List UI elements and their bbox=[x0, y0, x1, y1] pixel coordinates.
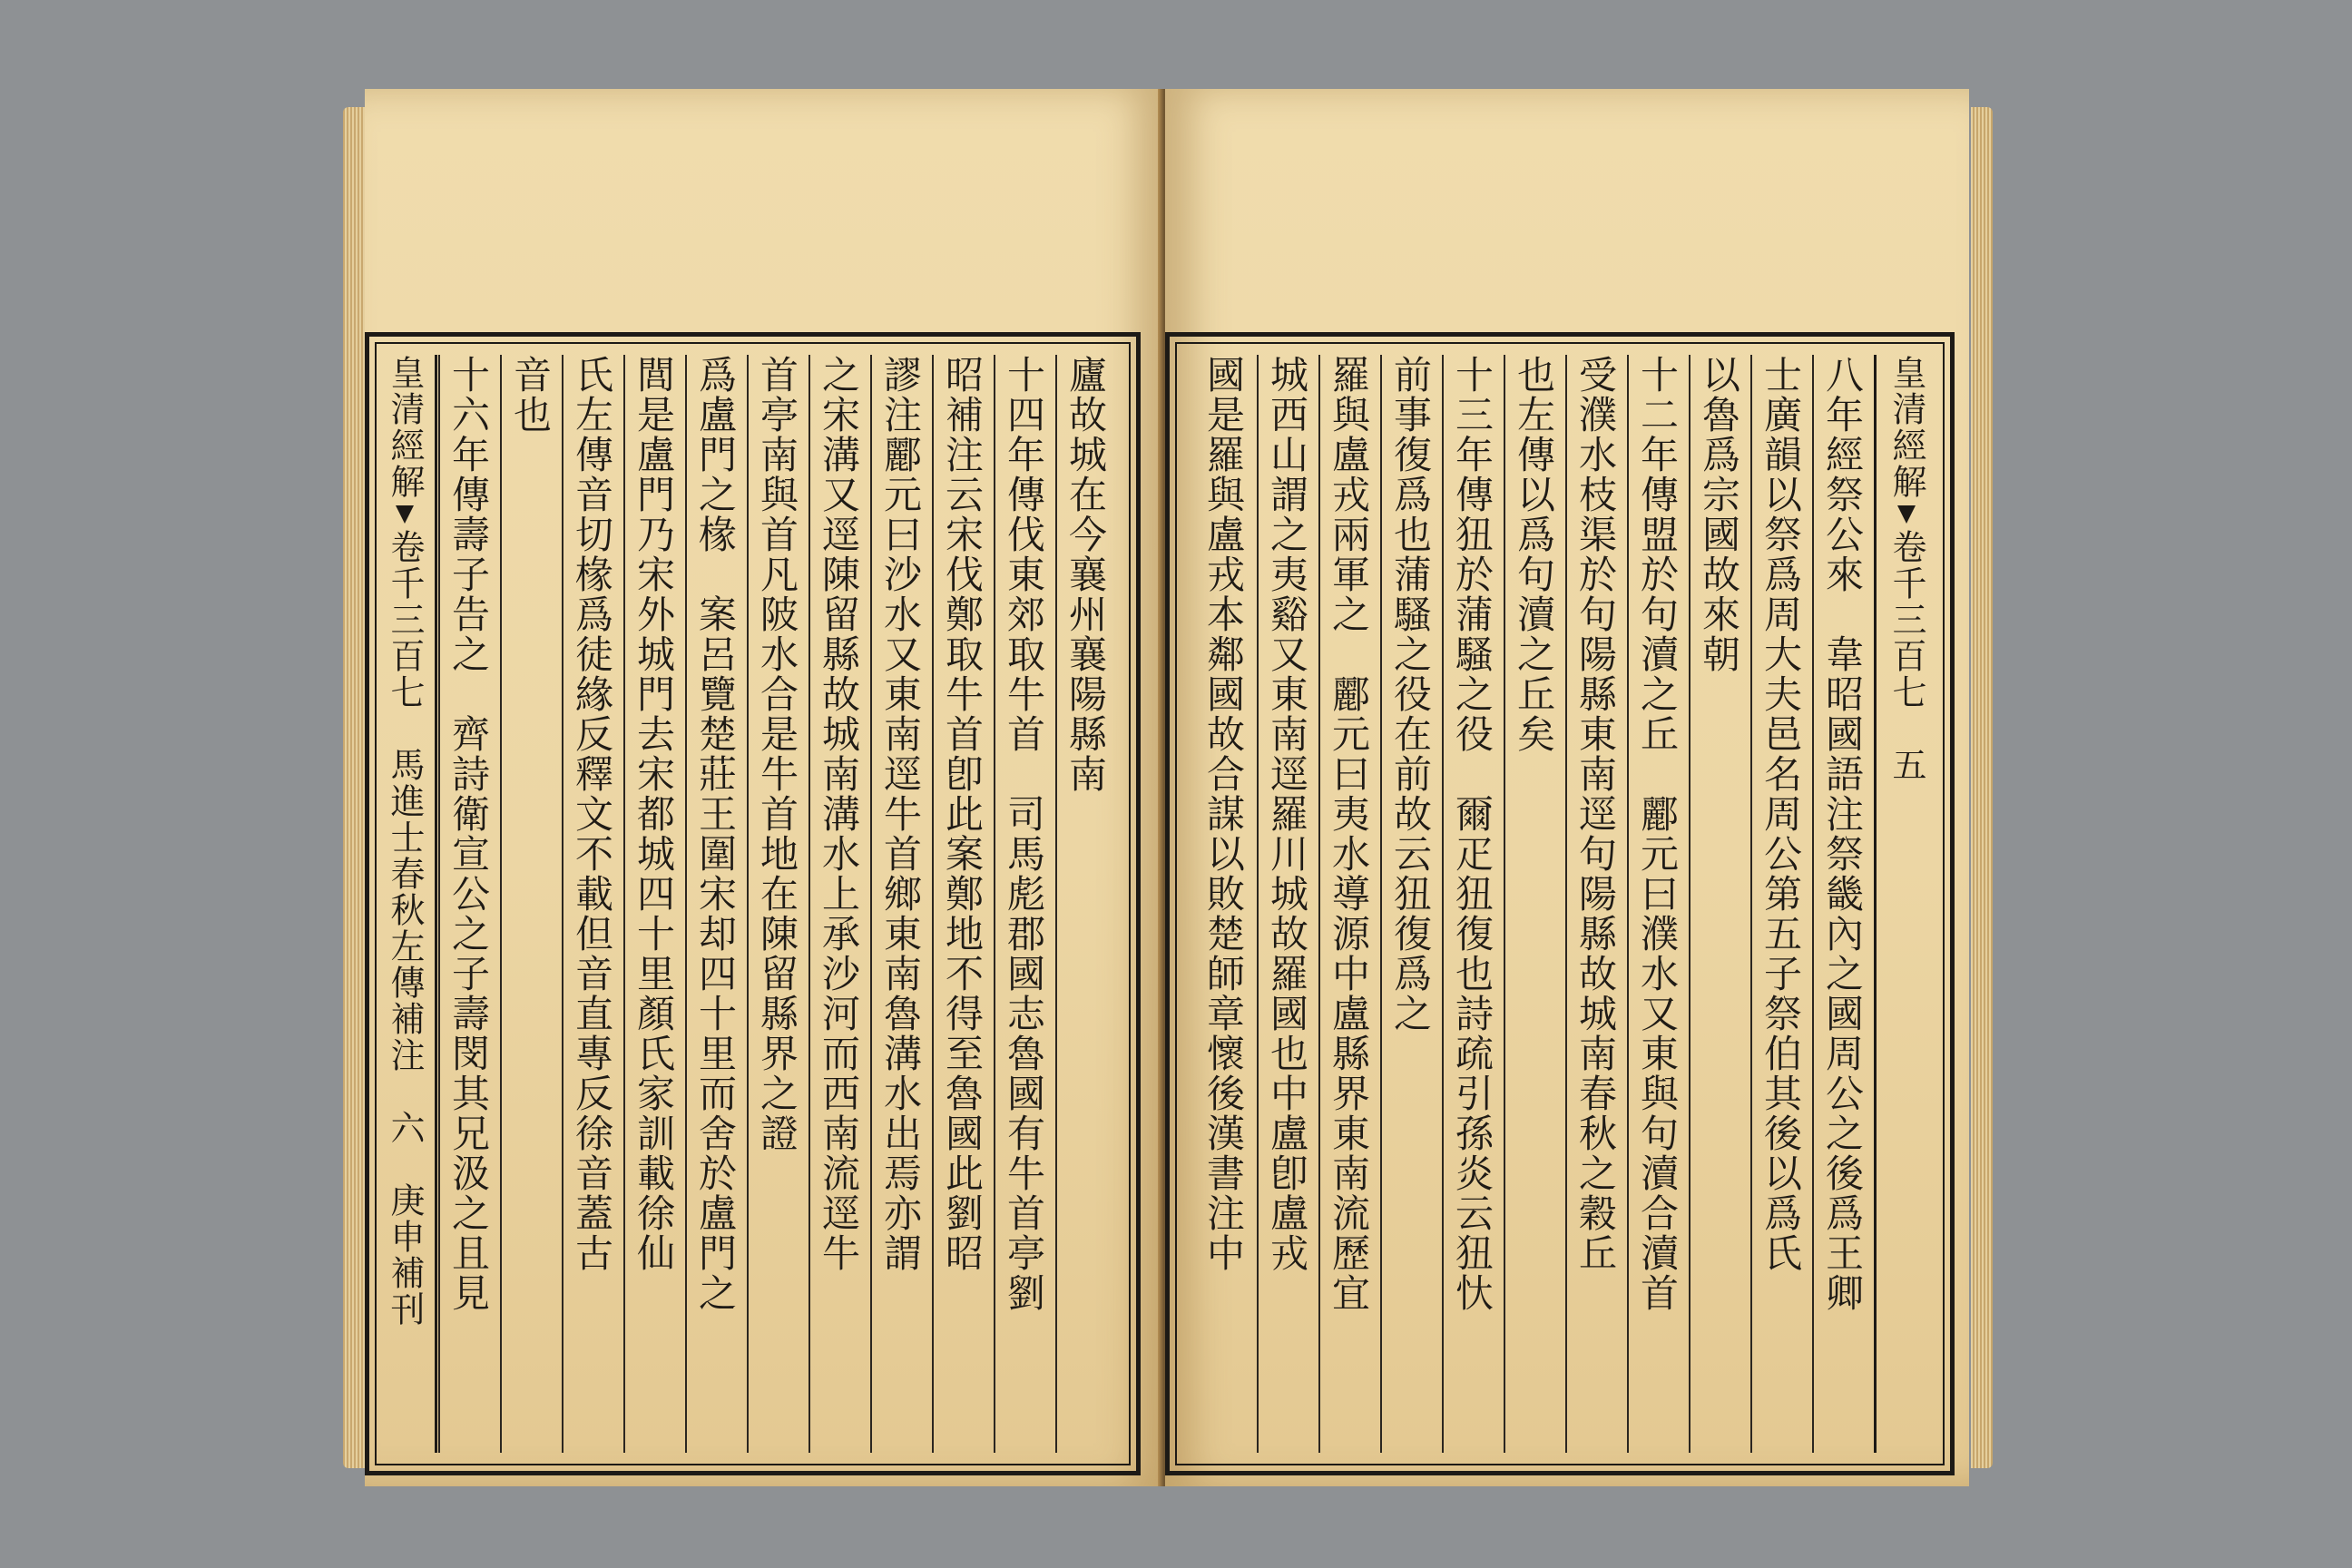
margin-page-number: 五 bbox=[1886, 747, 1926, 783]
text-column: 士廣韻以祭爲周大夫邑名周公第五子祭伯其後以爲氏 bbox=[1750, 355, 1808, 1453]
text-column: 以魯爲宗國故來朝 bbox=[1689, 355, 1747, 1453]
page-edges-right bbox=[1971, 107, 1993, 1468]
text-column: 昭補注云宋伐鄭取牛首卽此案鄭地不得至魯國此劉昭 bbox=[932, 355, 990, 1453]
text-column: 受濮水枝渠於句陽縣東南逕句陽縣故城南春秋之穀丘 bbox=[1565, 355, 1623, 1453]
margin-title: 皇清經解 bbox=[385, 355, 425, 500]
text-column: 國是羅與盧戎本鄰國故合謀以敗楚師章懷後漢書注中 bbox=[1201, 355, 1246, 1273]
text-column: 爲盧門之椽 案呂覽楚莊王圍宋却四十里而舍於盧門之 bbox=[685, 355, 743, 1453]
text-column: 十三年傳狃於蒲騷之役 爾疋狃復也詩疏引孫炎云狃忕 bbox=[1442, 355, 1500, 1453]
text-column: 音也 bbox=[500, 355, 558, 1453]
right-margin-column bbox=[1874, 355, 1936, 1453]
margin-title: 皇清經解 bbox=[1886, 355, 1926, 500]
text-column: 羅與盧戎兩軍之 酈元曰夷水導源中盧縣界東南流歷宜 bbox=[1318, 355, 1377, 1453]
fish-tail-mark bbox=[1897, 505, 1916, 524]
margin-author: 馬進士春秋左傳補注 bbox=[385, 747, 425, 1073]
text-column: 閭是盧門乃宋外城門去宋都城四十里顏氏家訓載徐仙 bbox=[623, 355, 681, 1453]
text-column: 首亭南與首凡陂水合是牛首地在陳留縣界之證 bbox=[747, 355, 805, 1453]
right-page bbox=[1165, 89, 1969, 1486]
text-column: 前事復爲也蒲騷之役在前故云狃復爲之 bbox=[1380, 355, 1438, 1453]
margin-volume: 卷千三百七 bbox=[385, 529, 425, 710]
text-column: 廬故城在今襄州襄陽縣南 bbox=[1055, 355, 1113, 1453]
text-column: 城西山謂之夷谿又東南逕羅川城故羅國也中盧卽盧戎 bbox=[1257, 355, 1315, 1453]
text-column: 也左傳以爲句瀆之丘矣 bbox=[1504, 355, 1562, 1453]
open-book bbox=[343, 89, 1993, 1486]
margin-page-number: 六 bbox=[385, 1110, 425, 1146]
margin-volume: 卷千三百七 bbox=[1886, 529, 1926, 710]
fish-tail-mark bbox=[396, 505, 414, 524]
margin-edition: 庚申補刊 bbox=[385, 1182, 425, 1328]
text-column: 十六年傳壽子告之 齊詩衛宣公之子壽閔其兄汲之且見 bbox=[438, 355, 496, 1453]
text-column: 八年經祭公來 韋昭國語注祭畿內之國周公之後爲王卿 bbox=[1812, 355, 1870, 1453]
text-column: 十四年傳伐東郊取牛首 司馬彪郡國志魯國有牛首亭劉 bbox=[994, 355, 1052, 1453]
text-column: 之宋溝又逕陳留縣故城南溝水上承沙河而西南流逕牛 bbox=[808, 355, 867, 1453]
text-column: 十二年傳盟於句瀆之丘 酈元曰濮水又東與句瀆合瀆首 bbox=[1627, 355, 1685, 1453]
left-page bbox=[365, 89, 1163, 1486]
left-page-frame bbox=[365, 332, 1141, 1475]
text-column: 氏左傳音切椽爲徒緣反釋文不載但音直專反徐音蓋古 bbox=[562, 355, 620, 1453]
left-margin-column bbox=[375, 355, 437, 1453]
text-column: 謬注酈元曰沙水又東南逕牛首鄉東南魯溝水出焉亦謂 bbox=[870, 355, 928, 1453]
right-page-frame bbox=[1165, 332, 1955, 1475]
